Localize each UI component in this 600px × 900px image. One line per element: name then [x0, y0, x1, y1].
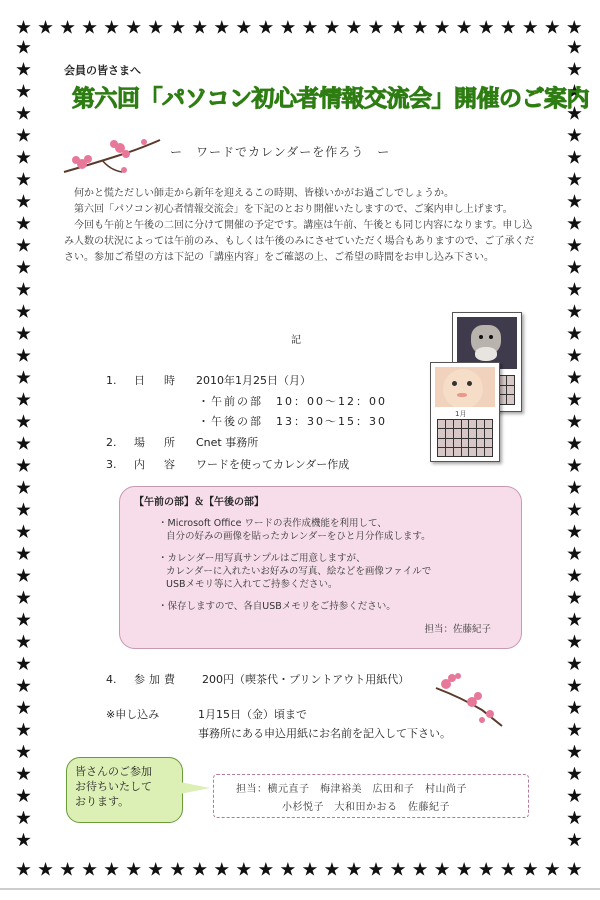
star-icon	[214, 862, 229, 877]
star-border-top	[16, 20, 582, 35]
star-icon	[16, 128, 31, 143]
apply-deadline: 1月15日（金）頃まで	[198, 708, 307, 721]
star-icon	[567, 282, 582, 297]
star-icon	[391, 862, 406, 877]
bubble-line: お待ちいたして	[75, 780, 152, 793]
course-info-box	[119, 486, 522, 649]
time-morning: ・午前の部 10：00～12：00	[198, 395, 387, 408]
star-icon	[16, 767, 31, 782]
star-icon	[302, 862, 317, 877]
detail-label: 日 時	[134, 374, 179, 387]
star-icon	[567, 480, 582, 495]
detail-number: 2.	[106, 436, 117, 449]
time-afternoon: ・午後の部 13：30～15：30	[198, 415, 387, 428]
star-icon	[369, 862, 384, 877]
star-icon	[567, 304, 582, 319]
star-icon	[567, 862, 582, 877]
star-icon	[16, 568, 31, 583]
star-icon	[567, 656, 582, 671]
bubble-tail	[180, 782, 210, 794]
star-icon	[60, 862, 75, 877]
welcome-bubble	[66, 757, 183, 823]
star-icon	[567, 789, 582, 804]
course-bullets	[158, 517, 508, 622]
star-icon	[567, 524, 582, 539]
star-icon	[16, 326, 31, 341]
star-icon	[280, 862, 295, 877]
star-icon	[501, 20, 516, 35]
star-icon	[16, 458, 31, 473]
star-icon	[170, 862, 185, 877]
star-icon	[16, 722, 31, 737]
star-icon	[16, 524, 31, 539]
star-icon	[413, 862, 428, 877]
greeting: 会員の皆さまへ	[64, 64, 141, 77]
star-icon	[324, 20, 339, 35]
star-icon	[16, 348, 31, 363]
star-icon	[501, 862, 516, 877]
star-icon	[567, 348, 582, 363]
detail-content	[106, 456, 349, 472]
star-icon	[16, 282, 31, 297]
detail-number: 4.	[106, 673, 117, 686]
star-icon	[236, 862, 251, 877]
star-icon	[16, 194, 31, 209]
star-icon	[16, 656, 31, 671]
intro-paragraph: 何かと慌ただしい師走から新年を迎えるこの時期、皆様いかがお過ごしでしょうか。	[74, 188, 454, 199]
course-bullet	[158, 600, 508, 613]
star-icon	[16, 612, 31, 627]
calendar-month-label: 1月	[455, 410, 467, 418]
star-icon	[567, 700, 582, 715]
star-icon	[479, 862, 494, 877]
page-title: 第六回「パソコン初心者情報交流会」開催のご案内	[72, 86, 590, 112]
star-border-bottom	[16, 862, 582, 877]
star-icon	[16, 40, 31, 55]
star-icon	[16, 414, 31, 429]
star-icon	[567, 326, 582, 341]
star-icon	[148, 862, 163, 877]
star-icon	[567, 128, 582, 143]
ki-heading: 記	[291, 335, 301, 346]
star-icon	[16, 106, 31, 121]
star-icon	[16, 634, 31, 649]
star-icon	[192, 20, 207, 35]
detail-date	[106, 372, 311, 388]
star-icon	[258, 20, 273, 35]
intro-paragraph: 第六回「パソコン初心者情報交流会」を下記のとおり開催いたしますので、ご案内申し上げます。	[74, 204, 513, 215]
star-icon	[104, 20, 119, 35]
star-icon	[545, 20, 560, 35]
star-icon	[38, 20, 53, 35]
star-icon	[567, 678, 582, 693]
star-icon	[567, 502, 582, 517]
star-icon	[126, 20, 141, 35]
star-icon	[16, 811, 31, 826]
star-icon	[16, 370, 31, 385]
star-icon	[16, 84, 31, 99]
star-icon	[567, 767, 582, 782]
star-icon	[567, 172, 582, 187]
course-bullet	[158, 552, 508, 591]
detail-label: 内 容	[134, 458, 179, 471]
star-icon	[523, 862, 538, 877]
star-icon	[391, 20, 406, 35]
star-icon	[324, 862, 339, 877]
star-icon	[567, 458, 582, 473]
star-icon	[148, 20, 163, 35]
star-icon	[258, 862, 273, 877]
star-icon	[16, 392, 31, 407]
bullet-line: ・カレンダー用写真サンプルはご用意しますが、	[158, 553, 366, 564]
star-border-left	[16, 40, 31, 848]
star-icon	[567, 20, 582, 35]
course-heading: 【午前の部】＆【午後の部】	[134, 497, 264, 508]
star-icon	[16, 304, 31, 319]
baby-photo	[435, 367, 495, 407]
star-icon	[126, 862, 141, 877]
star-icon	[567, 590, 582, 605]
star-icon	[16, 216, 31, 231]
star-icon	[567, 546, 582, 561]
star-icon	[523, 20, 538, 35]
star-icon	[60, 20, 75, 35]
subtitle: ー ワードでカレンダーを作ろう ー	[170, 145, 391, 159]
star-icon	[369, 20, 384, 35]
bullet-line: USBメモリ等に入れてご持参ください。	[166, 579, 338, 590]
star-icon	[16, 150, 31, 165]
star-icon	[567, 568, 582, 583]
star-icon	[567, 150, 582, 165]
detail-value: Cnet 事務所	[196, 436, 259, 449]
bullet-line: ・保存しますので、各自USBメモリをご持参ください。	[158, 601, 396, 612]
detail-value: 2010年1月25日（月）	[196, 374, 311, 387]
star-icon	[236, 20, 251, 35]
star-icon	[435, 20, 450, 35]
star-icon	[16, 436, 31, 451]
star-icon	[567, 238, 582, 253]
detail-place	[106, 434, 258, 450]
plum-blossom-icon	[432, 668, 504, 730]
star-icon	[16, 502, 31, 517]
course-bullet	[158, 517, 508, 543]
star-icon	[82, 20, 97, 35]
star-icon	[567, 392, 582, 407]
apply-label: ※申し込み	[106, 708, 160, 721]
calendar-baby-image	[430, 362, 500, 462]
detail-value: 200円（喫茶代・プリントアウト用紙代）	[202, 673, 410, 686]
star-icon	[16, 62, 31, 77]
star-icon	[280, 20, 295, 35]
page-divider	[0, 888, 600, 890]
bubble-line: 皆さんのご参加	[75, 765, 152, 778]
star-icon	[16, 678, 31, 693]
star-icon	[16, 590, 31, 605]
star-icon	[16, 260, 31, 275]
star-icon	[16, 862, 31, 877]
star-icon	[413, 20, 428, 35]
star-icon	[567, 216, 582, 231]
star-icon	[16, 700, 31, 715]
star-icon	[16, 172, 31, 187]
bullet-line: 自分の好みの画像を貼ったカレンダーをひと月分作成します。	[166, 531, 431, 542]
star-icon	[16, 238, 31, 253]
star-icon	[302, 20, 317, 35]
star-icon	[567, 436, 582, 451]
star-icon	[567, 194, 582, 209]
star-icon	[567, 634, 582, 649]
star-border-right	[567, 40, 582, 848]
course-contact: 担当：佐藤紀子	[424, 624, 491, 635]
detail-value: ワードを使ってカレンダー作成	[196, 458, 350, 471]
star-icon	[567, 745, 582, 760]
star-icon	[567, 612, 582, 627]
bubble-line: おります。	[75, 795, 130, 808]
star-icon	[567, 260, 582, 275]
star-icon	[457, 20, 472, 35]
apply-instruction: 事務所にある申込用紙にお名前を記入して下さい。	[198, 727, 451, 740]
star-icon	[545, 862, 560, 877]
intro-text	[64, 186, 539, 266]
detail-number: 1.	[106, 374, 117, 387]
bullet-line: ・Microsoft Office ワードの表作成機能を利用して、	[158, 518, 387, 529]
star-icon	[567, 40, 582, 55]
star-icon	[567, 62, 582, 77]
star-icon	[16, 20, 31, 35]
star-icon	[567, 414, 582, 429]
star-icon	[16, 546, 31, 561]
plum-blossom-icon	[62, 134, 162, 176]
star-icon	[38, 862, 53, 877]
star-icon	[104, 862, 119, 877]
star-icon	[16, 480, 31, 495]
star-icon	[192, 862, 207, 877]
star-icon	[16, 789, 31, 804]
star-icon	[16, 745, 31, 760]
star-icon	[479, 20, 494, 35]
star-icon	[567, 833, 582, 848]
detail-fee	[106, 671, 409, 687]
star-icon	[435, 862, 450, 877]
star-icon	[457, 862, 472, 877]
detail-number: 3.	[106, 458, 117, 471]
star-icon	[346, 862, 361, 877]
star-icon	[346, 20, 361, 35]
star-icon	[82, 862, 97, 877]
bullet-line: カレンダーに入れたいお好みの写真、絵などを画像ファイルで	[166, 566, 432, 577]
star-icon	[214, 20, 229, 35]
star-icon	[567, 811, 582, 826]
star-icon	[16, 833, 31, 848]
star-icon	[567, 722, 582, 737]
detail-label: 場 所	[134, 436, 179, 449]
staff-line: 小杉悦子 大和田かおる 佐藤紀子	[282, 802, 450, 813]
star-icon	[567, 370, 582, 385]
staff-line: 担当：横元直子 梅津裕美 広田和子 村山尚子	[236, 784, 467, 795]
detail-label: 参加費	[134, 673, 179, 686]
intro-paragraph: 今回も午前と午後の二回に分けて開催の予定です。講座は午前、午後とも同じ内容になります。申し込み人数の状況によっては午前のみ、もしくは午後のみにさせていただく場合もありますので、ご了承ください。参加ご希望の方は下記の「講座内容」をご確認の上、ご希望の時間をお申し込み下さい。	[64, 220, 535, 263]
star-icon	[170, 20, 185, 35]
